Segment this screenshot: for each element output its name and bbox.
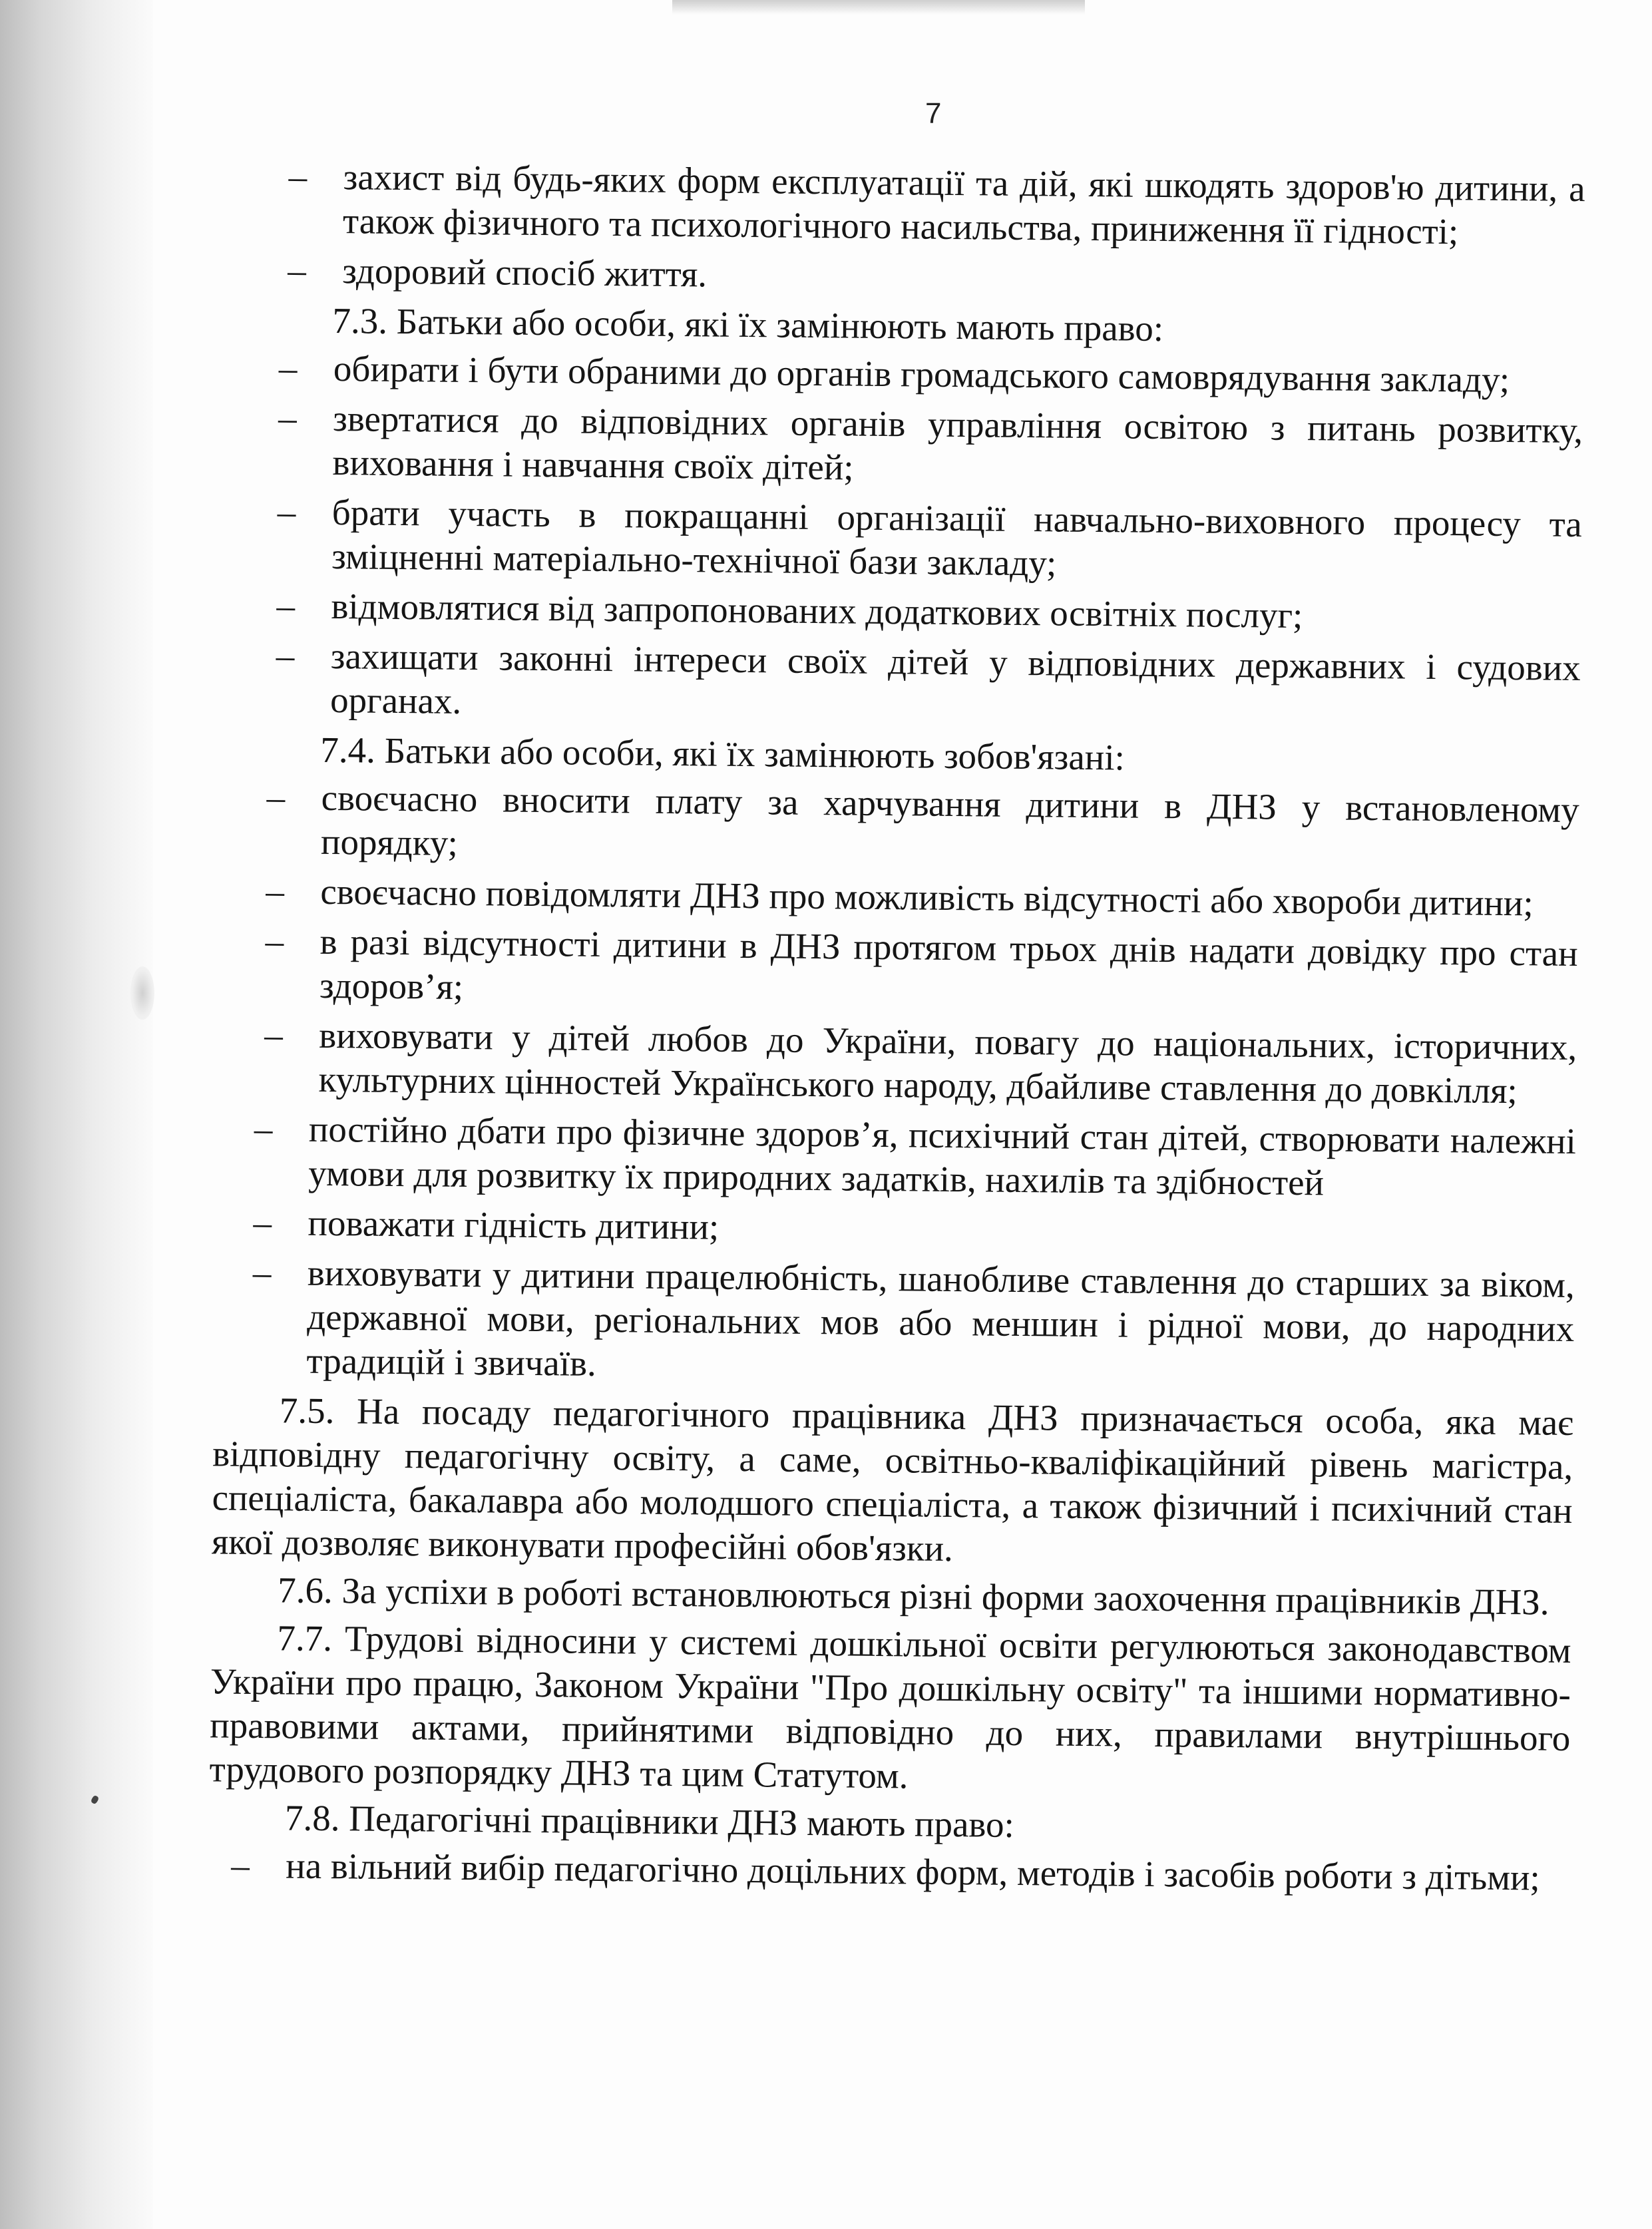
list-item [260,154,1585,255]
list-item [236,1013,1577,1114]
page-number: 7 [925,97,942,130]
dash-bullet: – [231,1844,250,1886]
list-item [260,248,1585,305]
list-item [251,346,1584,403]
heading-7-4: 7.4. Батьки або особи, які їх замінюють зобов'язані: [320,729,1126,778]
paragraph-7-7: 7.7. Трудові відносини у системі дошкільної освіти регулюються законодавством України про працю, Законом України "Про дошкільну освіту" та іншими нормативно-правовими актами, прийнятими відповідно до них, правилами внутрішнього трудового розпорядку ДНЗ та цим Статутом. [209,1617,1571,1796]
scan-top-mark [672,0,1085,15]
dash-bullet: – [254,1108,273,1149]
section-7-4-continued [224,1107,1576,1395]
list-item-text: брати участь в покращанні організації навчально-виховного процесу та зміцненні матеріально-технічної бази закладу; [331,492,1583,584]
list-item-text: захист від будь-яких форм експлуатації та дій, які шкодять здоров'ю дитини, а також фізичного та психологічного насильства, приниження її гідності; [342,156,1585,252]
binding-shadow [0,0,153,2229]
list-item-text: здоровий спосіб життя. [342,250,708,295]
section-7-4 [236,727,1579,1114]
list-item [225,1201,1575,1257]
list-item-text: захищати законні інтереси своїх дітей у відповідних державних і судових органах. [329,636,1581,721]
section-7-3 [248,298,1584,734]
list-item-text: відмовлятися від запропонованих додаткових освітніх послуг; [331,586,1303,636]
dash-bullet: – [278,347,298,389]
list-item-text: виховувати у дітей любов до України, повагу до національних, історичних, культурних цінностей Українського народу, дбайливе ставлення до довкілля; [318,1014,1577,1112]
section-7-5-to-7-7 [209,1388,1573,1804]
dash-bullet: – [277,491,296,532]
dash-bullet: – [288,156,308,197]
list-item [224,1251,1575,1395]
list-item [238,869,1579,926]
paragraph-7-5: 7.5. На посаду педагогічного працівника ДНЗ призначається особа, яка має відповідну педагогічну освіту, а саме, освітньо-кваліфікаційний рівень магістра, спеціаліста, бакалавра або молодшого спеціаліста, а також фізичний і психічний стан якої дозволяє виконувати професійні обов'язки. [211,1390,1574,1569]
dash-bullet: – [253,1201,272,1243]
dash-bullet: – [276,585,296,626]
dash-bullet: – [265,920,284,962]
list-item-text: в разі відсутності дитини в ДНЗ протягом трьох днів надати довідку про стан здоров’я; [319,920,1578,1007]
heading-7-8: 7.8. Педагогічні працівники ДНЗ мають право: [284,1797,1015,1845]
list-item-text: виховувати у дитини працелюбність, шанобливе ставлення до старших за віком, державної мови, регіональних мов або меншин і рідної мови, до народних традицій і звичаїв. [306,1252,1575,1384]
section-7-8 [203,1795,1569,1900]
dash-bullet: – [264,1014,284,1056]
list-item [203,1843,1569,1900]
list-item [250,396,1583,497]
list-item-text: на вільний вибір педагогічно доцільних форм, методів і засобів роботи з дітьми; [286,1845,1541,1898]
list-item-text: обирати і бути обраними до органів громадського самоврядування закладу; [333,348,1510,401]
list-item-text: постійно дбати про фізичне здоров’я, психічний стан дітей, створювати належні умови для розвитку їх природних задатків, нахилів та здібностей [308,1108,1577,1203]
dash-bullet: – [252,1251,272,1293]
list-item [238,775,1579,876]
dash-bullet: – [278,397,297,439]
dash-bullet: – [266,871,285,912]
dash-bullet: – [266,777,286,818]
list-item-text: звертатися до відповідних органів управління освітою з питань розвитку, виховання і навчання своїх дітей; [332,398,1583,488]
list-item-text: своєчасно вносити плату за харчування дитини в ДНЗ у встановленому порядку; [320,777,1579,863]
binding-notch [130,966,154,1020]
heading-7-3: 7.3. Батьки або особи, які їх замінюють мають право: [332,300,1164,349]
list-item [249,490,1582,590]
dash-bullet: – [288,250,307,291]
list-item [237,919,1578,1020]
list-item-text: поважати гідність дитини; [308,1202,720,1247]
paragraph-7-6: 7.6. За успіхи в роботі встановлюються різні форми заохочення працівників ДНЗ. [278,1569,1549,1623]
list-item [248,634,1581,734]
list-item [226,1107,1576,1207]
list-item [248,584,1581,640]
list-item-text: своєчасно повідомляти ДНЗ про можливість відсутності або хвороби дитини; [320,871,1534,924]
dash-bullet: – [276,635,295,676]
document-body [209,154,1585,1906]
